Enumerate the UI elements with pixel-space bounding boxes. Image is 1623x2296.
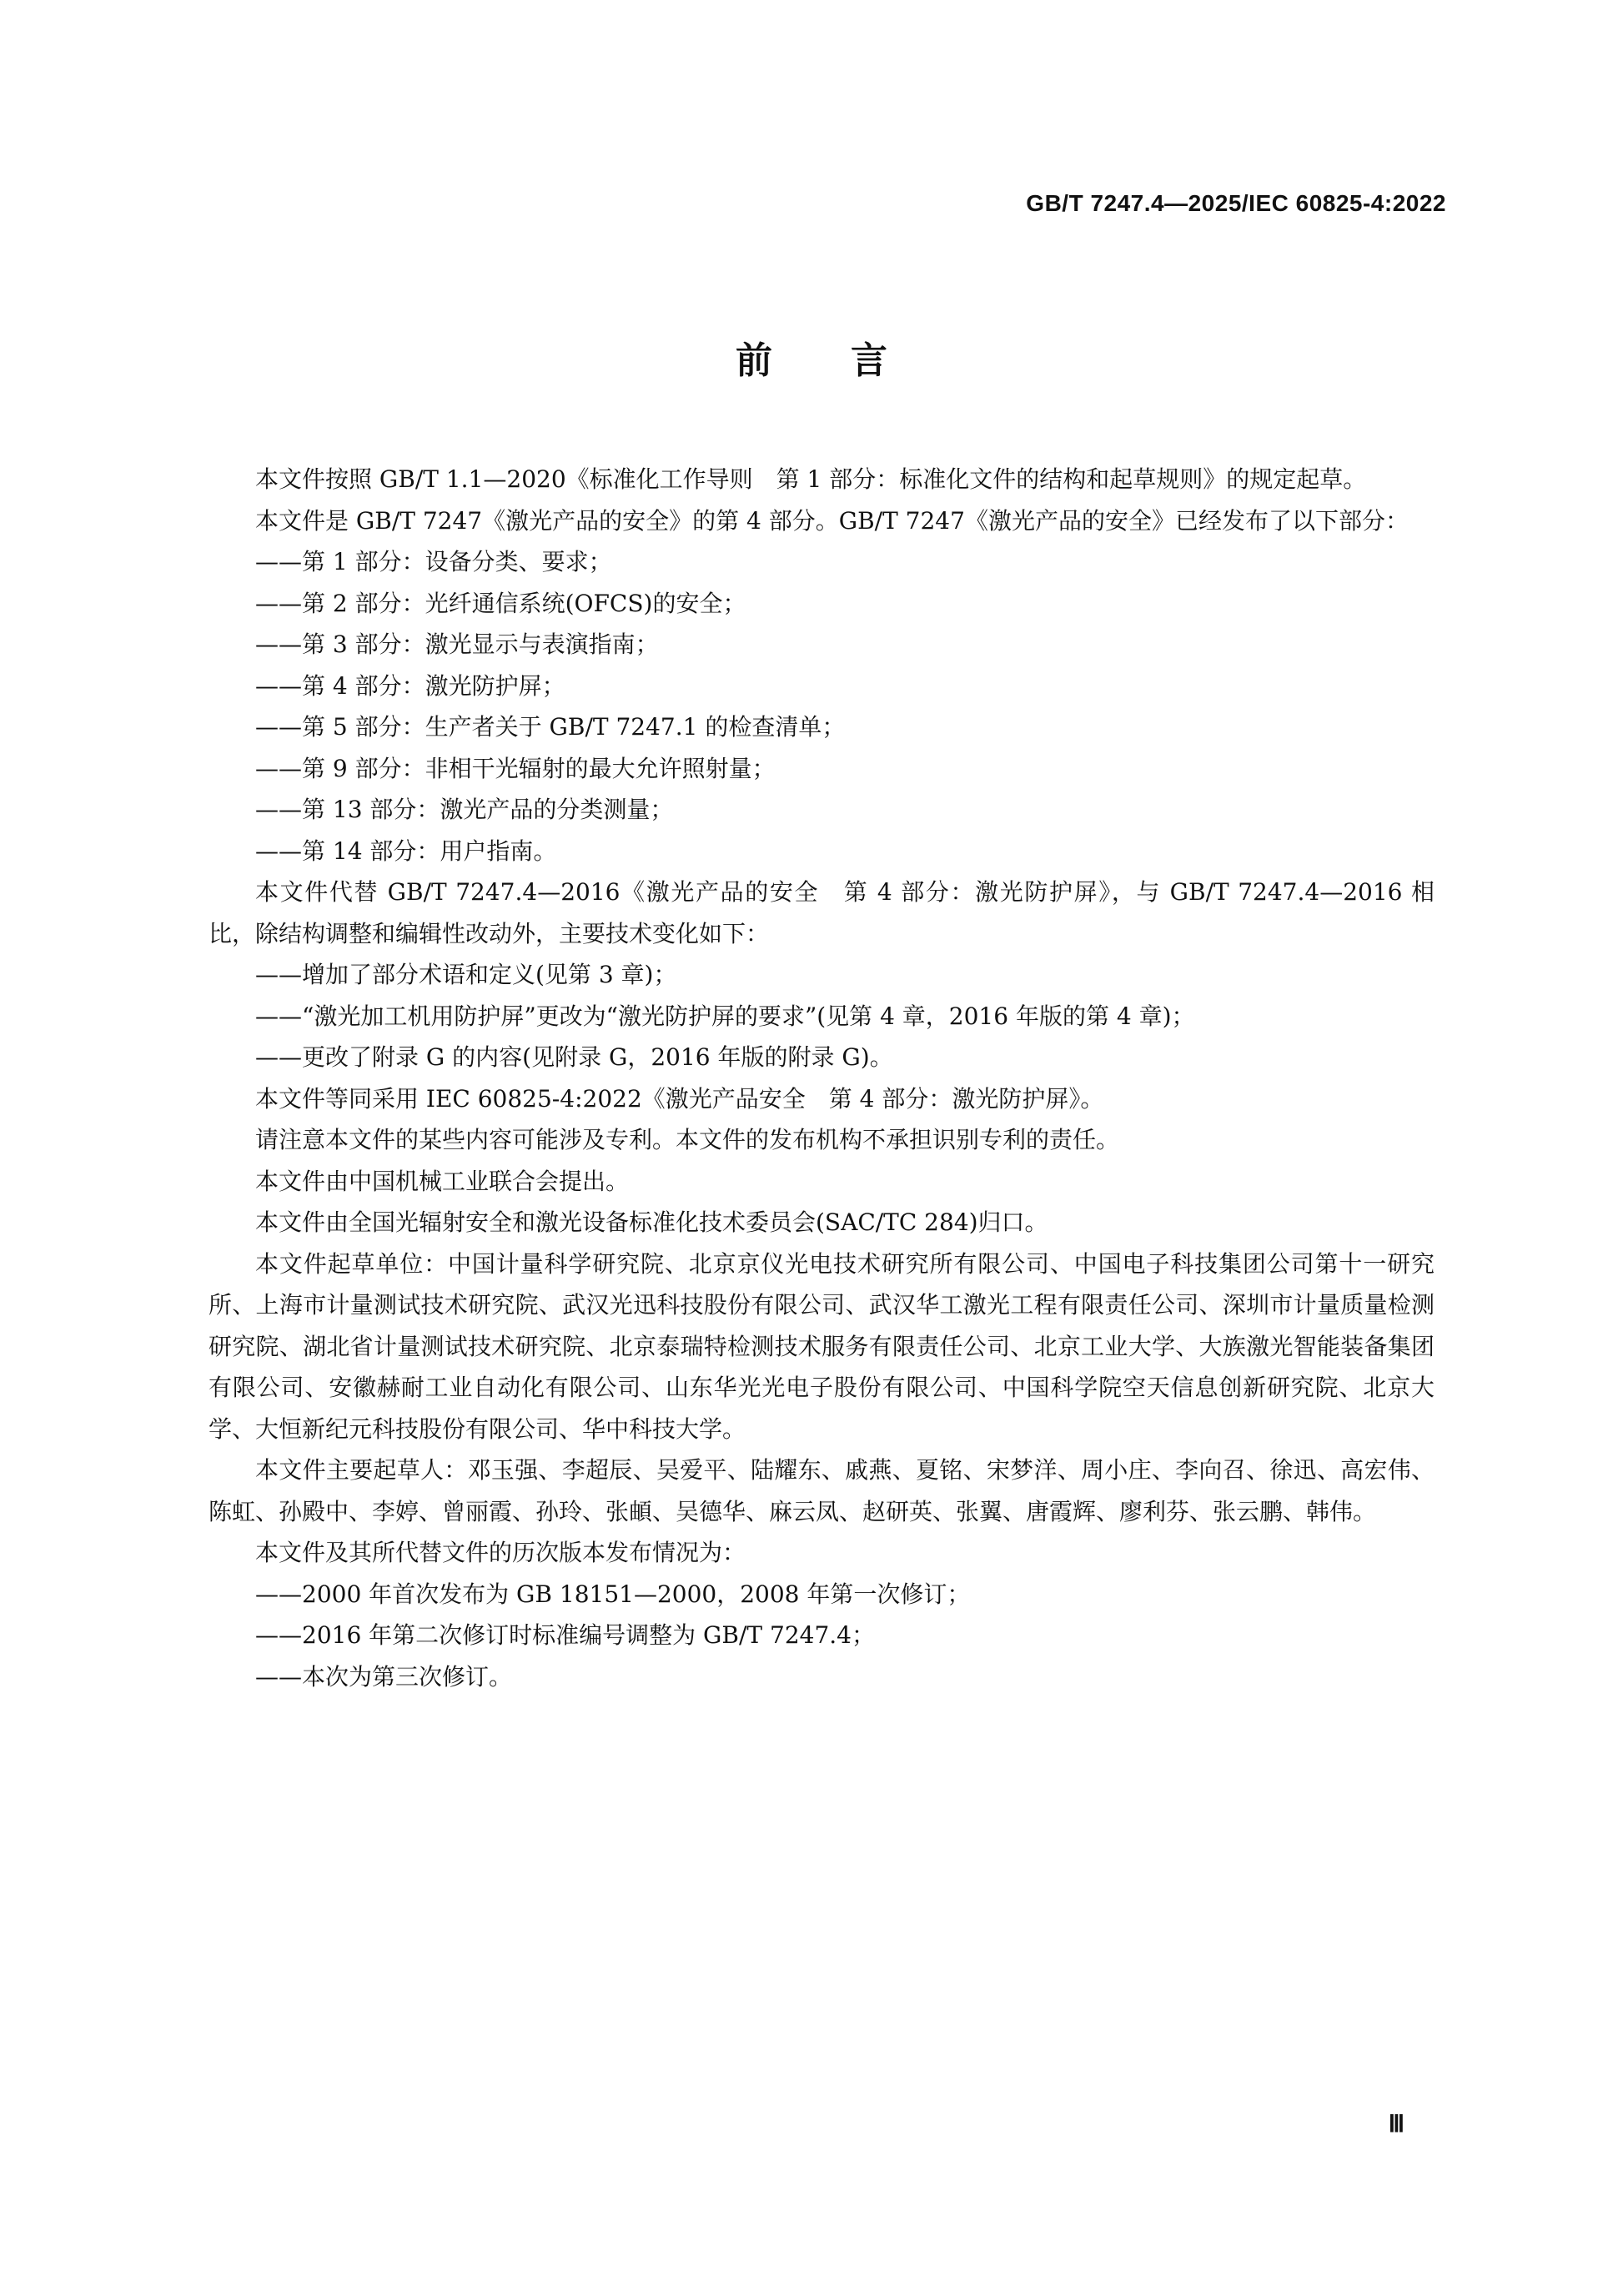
list-item-change-requirements: ——“激光加工机用防护屏”更改为“激光防护屏的要求”(见第 4 章，2016 年版的第 4 章)； — [255, 1002, 1195, 1030]
list-item-part-2: ——第 2 部分：光纤通信系统(OFCS)的安全； — [255, 589, 746, 617]
list-item-history-2016: ——2016 年第二次修订时标准编号调整为 GB/T 7247.4； — [255, 1621, 875, 1649]
paragraph-drafting-basis: 本文件按照 GB/T 1.1—2020《标准化工作导则 第 1 部分：标准化文件的结构和起草规则》的规定起草。 — [255, 465, 1367, 493]
paragraph-committee: 本文件由全国光辐射安全和激光设备标准化技术委员会(SAC/TC 284)归口。 — [255, 1208, 1048, 1236]
paragraph-history-intro: 本文件及其所代替文件的历次版本发布情况为： — [255, 1539, 746, 1566]
list-item-part-1: ——第 1 部分：设备分类、要求； — [255, 548, 612, 575]
list-item-history-current: ——本次为第三次修订。 — [255, 1662, 513, 1691]
list-item-change-terms: ——增加了部分术语和定义(见第 3 章)； — [255, 961, 677, 988]
list-item-part-3: ——第 3 部分：激光显示与表演指南； — [255, 631, 659, 658]
list-item-part-13: ——第 13 部分：激光产品的分类测量； — [255, 796, 674, 823]
paragraph-adoption: 本文件等同采用 IEC 60825-4:2022《激光产品安全 第 4 部分：激光防护屏》。 — [255, 1084, 1104, 1113]
list-item-part-5: ——第 5 部分：生产者关于 GB/T 7247.1 的检查清单； — [255, 713, 846, 741]
list-item-part-9: ——第 9 部分：非相干光辐射的最大允许照射量； — [255, 754, 776, 782]
paragraph-proposer: 本文件由中国机械工业联合会提出。 — [255, 1167, 630, 1195]
list-item-part-14: ——第 14 部分：用户指南。 — [255, 837, 557, 865]
paragraph-series-intro: 本文件是 GB/T 7247《激光产品的安全》的第 4 部分。GB/T 7247《激光产品的安全》已经发布了以下部分： — [255, 506, 1409, 535]
preface-body — [209, 459, 1435, 1697]
title-char-2: 言 — [851, 339, 887, 382]
list-item-part-4: ——第 4 部分：激光防护屏； — [255, 671, 565, 700]
paragraph-drafting-units: 本文件起草单位：中国计量科学研究院、北京京仪光电技术研究所有限公司、中国电子科技集团公司第十一研究所、上海市计量测试技术研究院、武汉光迅科技股份有限公司、武汉华工激光工程有限责任公司、深圳市计量质量检测研究院、湖北省计量测试技术研究院、北京泰瑞特检测技术服务有限责任公司、北京工业大学、大族激光智能装备集团有限公司、安徽赫耐工业自动化有限公司、山东华光光电子股份有限公司、中国科学院空天信息创新研究院、北京大学、大恒新纪元科技股份有限公司、华中科技大学。 — [209, 1249, 1435, 1443]
page-title — [0, 330, 1623, 384]
page-number: Ⅲ — [1388, 2112, 1404, 2138]
title-char-1: 前 — [736, 339, 772, 382]
document-id-header: GB/T 7247.4—2025/IEC 60825-4:2022 — [1026, 190, 1446, 216]
paragraph-replacement: 本文件代替 GB/T 7247.4—2016《激光产品的安全 第 4 部分：激光防护屏》，与 GB/T 7247.4—2016 相比，除结构调整和编辑性改动外，主要技术变化如下： — [209, 878, 1435, 947]
list-item-change-annex-g: ——更改了附录 G 的内容(见附录 G，2016 年版的附录 G)。 — [255, 1043, 893, 1071]
paragraph-drafters: 本文件主要起草人：邓玉强、李超辰、吴爱平、陆耀东、戚燕、夏铭、宋梦洋、周小庄、李向召、徐迅、高宏伟、陈虹、孙殿中、李婷、曾丽霞、孙玲、张頔、吴德华、麻云凤、赵研英、张翼、唐霞辉、廖利芬、张云鹏、韩伟。 — [209, 1456, 1435, 1525]
paragraph-patent-notice: 请注意本文件的某些内容可能涉及专利。本文件的发布机构不承担识别专利的责任。 — [255, 1126, 1120, 1153]
list-item-history-2000: ——2000 年首次发布为 GB 18151—2000，2008 年第一次修订； — [255, 1580, 971, 1608]
